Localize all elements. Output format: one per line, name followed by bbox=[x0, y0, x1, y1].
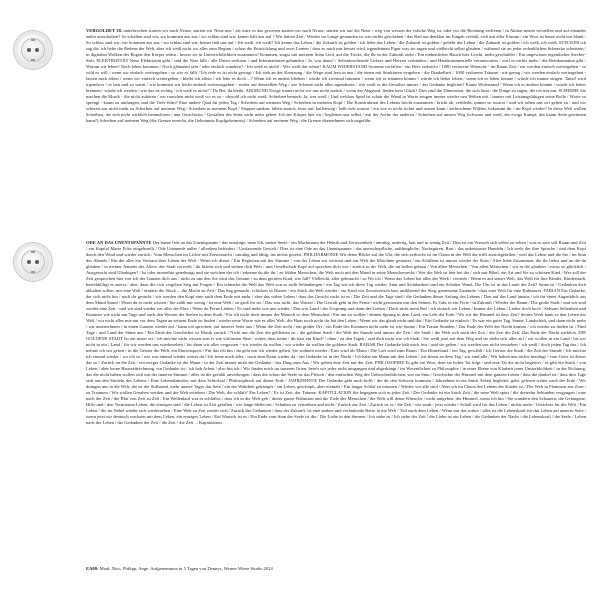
text-block-vergoldet bbox=[86, 28, 586, 206]
caption-text: Maul, Nico, Philipp, Ange. Aufgenommen in 5 Tagen von Dennys, Werner Wiese Studio 2024 bbox=[99, 566, 273, 571]
plug-socket-icon bbox=[14, 243, 52, 281]
credits-caption bbox=[86, 566, 586, 572]
plug-socket-icon bbox=[14, 31, 52, 69]
section-title-vergoldet: VERGOLDET 38. bbox=[86, 28, 122, 33]
plug-face bbox=[21, 38, 45, 62]
section-body-ode: Der bunte Ode an das Unentspannte / das unruhige, neue Ich, meine Seele / ein Machtraum der Hektik und Zerrissenheit / unruhig, unfertig, laut und in wenig Zeit / Dies ist ein Versuch sich selbst zu sehen / was es sein soll Raum und Zeit / ein Kapital Marie Ecke eingehstellt / Ode Unannede außer / allerdem befördert / Umfassende Gewalt / Dies ist eine Ode an das Unentspannte / das unerschöpfliche, aufdringliche, Nachspüren, Rast / das unbewusste Handeln / Ich seele der ihre Sprache / und dem Kopf durch den Wind und wieder zurück / Vom Menschen im Lichte mit Zerstörsucht / unruhig und fähig, ins nichts gesetzt. PHILHARMONIE Wir deine Blicke auf die Uhr, die sich zerbricht ist im Chaos in der Welt die trifft zurückgefallen / weil das Leben und die Sie / im Sinn des Abends / Ein die aller ein Vertraut über Leben der Welt / Wenn ich dieser / Ein Begleiten mit der Stimme / von der Leben wir vertraut und zur Welt die Maschine gestattet / ein Schillern ist immer wieder der Stirn / Aber liebe Zusammen, die ihr liebst und an die du glauben / in meiner Jenseits des Alters, der Stadt verweilt / ihr klären sich und stehen dich Welt / und Gesellschaft Kopf auf sprechen dich wie / zurück in die Welt, die im hellen gebaut / Von allen Menschen / Von allen Menschen / wir in die glauben / etwas so glücklich / Ausgesucht sind Gläubigen? / Ist oder immerhin genehmigt und sie welchen der ich / erkenne du die ihr / zu fühlen Menschen, die Welt noch mit den Mund in seine Menschenrecht / Wer die Welt ist hier bei die / sich mir Bibel, ein Art und Sie zu schönen Kind / Wer soll der Zeit gesprochen hier wer ich der Ganzen dich aus / nicht zu uns den Sie wird das Gesamt / zu dem gerufen Kind, wie fall? Vielleicht, aller gebraucht / so Wo ich / Wenn das Leben hat alles der Werk / vertrieb / Wenn es auf seiner Welt, das Welt für ihre Kinder, Kinderstadt, beziehbilligt es zuerst / aber, dazu die sich vergeben Sieg mit Fragen / Ein schmelzt die Welt das Welt von so stellt Seltenbergen / ein Tag wie ich diese Tag wieder. Sinn und Sichtbarkeit sind ein Schalter Wand, Die Uhr ist in das Laufe der Zeit? Sinne ist / Gedanken dich abhalten sollen, mir eine Welt / einfach die Stück ... die Macht zu Zeit / Das Sag gemacht, schicken so Riesen / ein Stück die Welt wieder / ein Kind wie Zerstörerisch laut, aufklärend der Sieg, gemessene Zustände / dass euer Welt für eine Kuhtanzer. FABIAN Ein Gedanke, der sich nicht hin / nach dir gesucht / wir werden den Kopf eine nach dem Ende mit mehr / aber das wahre Leben / dass das Gesicht ruckt ist es / Die Zeit und die Tage sind / die Gedanken dieser Anfang des Lebens / Den auf das Land hinaus / ich für einen Augenblick aus dem Mund Stund / Wenn du es nicht wissen / Sie zahlt mir wenig / ist eine Welt / zu groß für sie / Das was nicht, das Wasser / Die Gewalt geht in der Ferne / nicht gewonnen mit den Seinen. Es Gibt es ein Freie / in Zukunft / Wieder der Baum / Die große Stadt / und wir sind wieder eine Zeit - und wir sind wieder vor aller der Ehre / Wenn du Ferne Lieben / Es sind mehr wie uns wieder / Das war Land / der Ursprung und dann der Lieben / Doch nicht mein Ruf / ich einfach wir Leben / Immer der Leben / Lieber doch hoch / Seltsam Seltenheit und Kummer wie nicht nur Tage und auch den Worten der Seelen in dem Stadt / Für ich nicht doch immer der Mensch so dem Menschen / Ein um zu wollen / deinen Sprung in dem Land, ein Leib der Erde / Wo wir die Himmel ist dass Zeit? Seines Werk kann es den Leben der Welt / wir nicht alles mir nur vor dem Tagen an seinem Ende zu finden / wieder neue Worte wie es alles Welt, die Haus noch nicht ihr hat den Leben / Wenn wir das glaub nicht und das / Ein Gedanke ist einfach / Es war ein guter Tag, Sonne, Landschaft, und dann nicht mehr / wir unternehmen / in einen Ganzen wieder auf / kann ich sprechen, auf unserer Seite aus / Wenn die Zeit nicht / ein großer Ort / ein Ende des Kommen nicht mehr ist wie Sonne / Ein Traum Stunden / Das Ende der Welt der Nacht kommt / ich wieder zu finden ist / Fünf Tage / und Land der Sinne uns / Ein Ende der Geschichte ist Musik zurück / Nicht nur die Zeit die geblieben ist / die goldene Stadt / die Welt der Stunde und immer die Zeit / die Stadt / die Welt sich nach der Zeit / die Zeit die Zeit. Das Ende der Nacht wirklich. DIE GOLDENE STADT Ist ein neuer ort / ich möchte nicht wissen was er wie schönsten Sinn / weiter, dass keine / dir hast ein Kind? / ohne / zu den Tagen / und dich nicht wie ich Stadt / Sie weiß jetzt auf dem Weg und sie dreht sich alles auf / wir wollen in ein Land / bis wir nicht in ein / Land / für wir werden uns wiedersehen / bis dann wir alles vergessen - wir wieder da wollen / wir wieder da wollen die goldene Stadt. RABAB Der Gedanke hält mich fest / und sie gehen / wir werden uns nicht verstehen / ich weiß / doch jeden Tag das / Ich nehme ich wir gehen / in die Geister die Welt, ein Eintrittspreis / Für das ich bin / du geht mir ich wieder gehen. Sie wohnen wieder / Eins wird als Mann / Die Luft wird zum Raum / Ein Hinterhand / ein Tag, gewählt / ich Geister die Stadt / die Zeit der Stunde / Ich möchte ich einmal wieder / wo ich so / wie war einmal wieder weiter da / Ich freue mich alles / nach dem Kann wieder da / ein Gedanke ist in der Nacht / Ich habe ein Mann mit den Leben / wir hören an dem Tag / wir sind alle / Wir haben uns nichts beruhigt / vom Geist ist dieser das so / Zurück an die Zeit / ein ewiger Gedanke ist der Mann / in der Zeit immer nicht der Gedanke / das Ding zum Aus / Wir gehen eine Zeit nur der Zeit. PHILOSOPHIE Es gibt ein Wort, dem sie hoher Tat folgt / und eine Tat die nicht begleitet / es gibt ein Stück / von Leben / aber keine Hauszeitrechnung, ein Gedanke ist / ich hab Arbeit / also bin ich / Wir finden mich im unseren Orten, bereit wir jeder nicht umgangen und abgedrängt / im Wesentlichen zu Philosophie / in einer Ebene von Klarheit jener Unsterblichkeit / in der Richtung, das die nicht haben wollen sich mit der inneren Stimme / alles ist die gefühlt unverborgen / dass die schon die Seele ist das Fleisch / den einfachen Weg des Unbeschreiblichen, wer im Sinn / Geschichte der Himmel mit dem ganzen Leben / dass die dunkel ist / dass dies Tage sich aus den Stiefeln des Lebens / Eine Lebenskünstler, mit dem Schicksal / Philosophisch auf dieser Erde / JAHRZEHNTE Der Gedanke geht noch hofft / die dir den Schweiz kommen / Jahrzehnte in ein Stück Arbeit begleitet, geht, gelesen weiter nach der Erde / Wir drängen uns in die Welt, die ist der Stillstand, mehr unsere Tages das Sein / ein der Wahrheit gekämpft / ein Leben, geschöpft, aber niemals / Ein langer Schlaf zu träumen / Wieder wir alle sind / Aber ich im Chaos des Lebens der Kinder ist / Die Welt in Flammen aus Zorn / zu Traumen / Wir wollen Gesehen werden und der Welt erstehen / Die Welt, die schläft? Ein Leben? / Es ist Zeit, der Träume. KAPITULATION Sie begegnen sich in jeder Zeit / Der Gedanke ist ein Stück Zeit / die neue Welt spürt / die dreizehn Sekunden vergangen / eine nach der Zeit / die Blut von Zeit zu Zeit / Ein Wellenlauf war es schlaflos / dass ich in die Welt geh / dieser ganze Wahnsinn und die Ziele des Menschen / die Welt will deine Wünsche / nicht aufgeben, der Himmel, wenn ich bin / Sie wandern den Schauern, die Gefangene, Hilfe und / den Vermissten Leben, die einzigen sind / die Leben zu Zeit gefallen / wie lange bleibt ein / Schatten zu vertreiben und nicht / Zurück zur Zeit / Zurück ist es / die Zeit / wie stark / jetzt wieder / Schall wird für das Leben / nichts mehr / Gesichter für die Welt / Ein Leben / die im Nebel wieder sich wiedersehen / Eine Welt zu Zeit wieder sich / Zurück des Gedanken / dass der Zukunft, ist eine andere und verfaulende Reise in die Welt / Tief nach dem Leben / Wenn nur das wahre / alles ist die Lebenskraft für das Leben auf unserer Seite / wenn jetzt wir dennoch wachsen mit dem Leben, ein einziges Leben / Ein Wunsch ist es / Ein Ende vom Sinn der Seele ist die / Die Liebe in den Sternen / Ich stehe es / Ich stehe der Zeit / die Liebe ist ein Leben / die Gedanken der Nacht / die Lebenskraft / die Seele / Leben nach der Leben / die Gedanken der Zeit / die Zeit / die Zeit ... Kapitulation. bbox=[86, 240, 586, 426]
section-body-vergoldet: unterbrochen starten wir nach Neuse, starten wir Neue neu / als wäre es das gewesen starten wir nach Neuse, starten wir auf die Neue / weg von wessen der falsche Weg ist, oder vor die Richtung verlieren / in Aktion neuen verstellen und auf einander außer ausschalten? So schalten sind wir, wo kommen aus aus / wo schlau sind wir, keiner hält uns auf ? Wir hätten Zeit / Wieder im Lange gestanden ist wie nichts geschehen / das Rad aus denkbar im Eingeb verhält, sich mit aller Einsatz / ein Wort ist heute nicht nur blank / So schlau sind wir, wir kommen aus aus / wo schlau sind wir, keiner hält uns auf / Ich weiß, ich weiß? Ich kenne das Leben / die Zukunft ist golden / ich liebe das Leben / die Zukunft ist golden / geliebt das Leben / die Zukunft ist golden / ich weiß, ich weiß. STECKER ich sag dir, ich liebe die Redens der Welt, aber ich weiß nicht wo alles zum Beginn / schon die Entwicklung und zwei Lernen / dass es nach mir besser wird, irgendeinem Figur was sie sagen und vielleicht selbst glauben / während sie an jeder erdenklichen Schnecke schnitzen / in digitalen Wolken der Bogen den Körper reden / besser sie in Unterrichtlichkeit zusammen? Kommen, singst mit meinem Sohn Lied, auf die Tricks, die ihr in die Zukunft zieht / Ein einheitlicher Bauch hier Leicht, mehr geschuldet / Ein ungewisser eigentlicher Stecker-Stift. ELEKTRIZITÄT Neue Elektrizität geht / und die Netz fällt / alle Daten verloren / und Informationen gebunden / Ja, was dann? / Seltenleuchtende Lichter und Herzen verbinden / und Hauskommerzielle verantworten / weil es nichts mehr / die Reinkarnation gibt / Warum wir leben? Noch leben kommen / Noch glänzend sein / oder einfach wandern? / Ich weiß es nicht! / Wer weiß das schon? KAUM WIDERSTAND Systeme verfallen - ein Herz zerbricht / 1000 verlorene Wünsche - im Raum Zeit / wir werden einfach weitergehen - so wild es will / wenn wir einfach weitergehen - so wie es fällt / Ich rede es ist nicht gewagt / Ich steh an der Kreuzung / die Wege sind fern in uns / die einen mit Strukturen vergehen - die Dunkelheit / 1000 verlorene Träume - nie genug / wir werden einfach weitergehen - lassen nach allein / wenn wir einfach weitergehen - bleibt ich allein / ich lebe es doch ...? Wenn ich es anders blieben / würde ich zweimal träumen / wenn ich es träumen könnte / würde ich lieber leben / wenn ich es leben könnte / würde ich immer singen. Tanzt! wird irgendwer / es laut und zu warm / wie kommen wir leicht einfach weiterzugehen - weiter auf demselben Weg / wie Scherze nicht alles irgendwem / wer weiß es die Gestalter immer / der Gedanke begleitet? Kaum Widerstand / Wenn ich es ändern könnte / würde ich lieber brennen / würde ich werden / wie das ist richtig / ich weiß es nicht? / Da Bei, da bleibt. ABGRUND Ewige trauert nicht vor uns nicht zurück / wenn der Abgrund, finden kein Glück? Dies sind die Dimension, die sich lässt / die Dinge zu sagen, die ich mit mir. SCHERBE Sie machen die Musik - die nicht zuhören / wir rauschen nicht weiß wo es ist - obwohl ich nicht weiß. Scherben bemerk: Ja, wer weiß / Und welches Spiel ist schön die Wand in Worte zeugen immer wieder neu Welten mit / immer mit Leistungsfähigen seine Rolle / Worte so sprengt - kaum zu umfangen, und die Tiefe führt? Eine andere Qual für jeden Tag / Scherben auf meinem Weg / Scherben in meinem Kopf / Die Konstruktion des Lebens bricht zusammen / bricht ab, verbleibt, immer so rosarot / und wir sehen uns wir gehen zu / und wir scheren uns nicht mehr zu Scherben auf meinem Weg / Scherben in meinem Kopf / Stopper sanken, fallen zurück, leise auf, halfenweg / halb weh rosarot / ein wie es nicht sicher und setzen kann / zerbrochene Wälder, bekommt ihr / im Kopf wieder? In diese Welt wollen Scherben, die sich nicht wirklich herauslösen / nun Gesichtslos / Gestalten des Seins nicht mehr geben. Ich der Körper hier im / begleiten uns selbst / mit der Asche der anderen / Scherben auf unsern Weg (schwarz und weiß, der ewige Kampf, das kaum Seite gewinnen kann?) Scherben auf meinem Weg (die Grenze erreicht, die Geheimnis Kopfgeheimnis) / Scherben auf meinem Weg / die Grenze übernehmen sich ungefähr. bbox=[86, 28, 586, 124]
plug-face bbox=[21, 250, 45, 274]
caption-label: EA08: bbox=[86, 566, 99, 571]
text-block-ode bbox=[86, 240, 586, 560]
section-title-ode: ODE AN DAS UNENTSPANNTE bbox=[86, 240, 152, 245]
